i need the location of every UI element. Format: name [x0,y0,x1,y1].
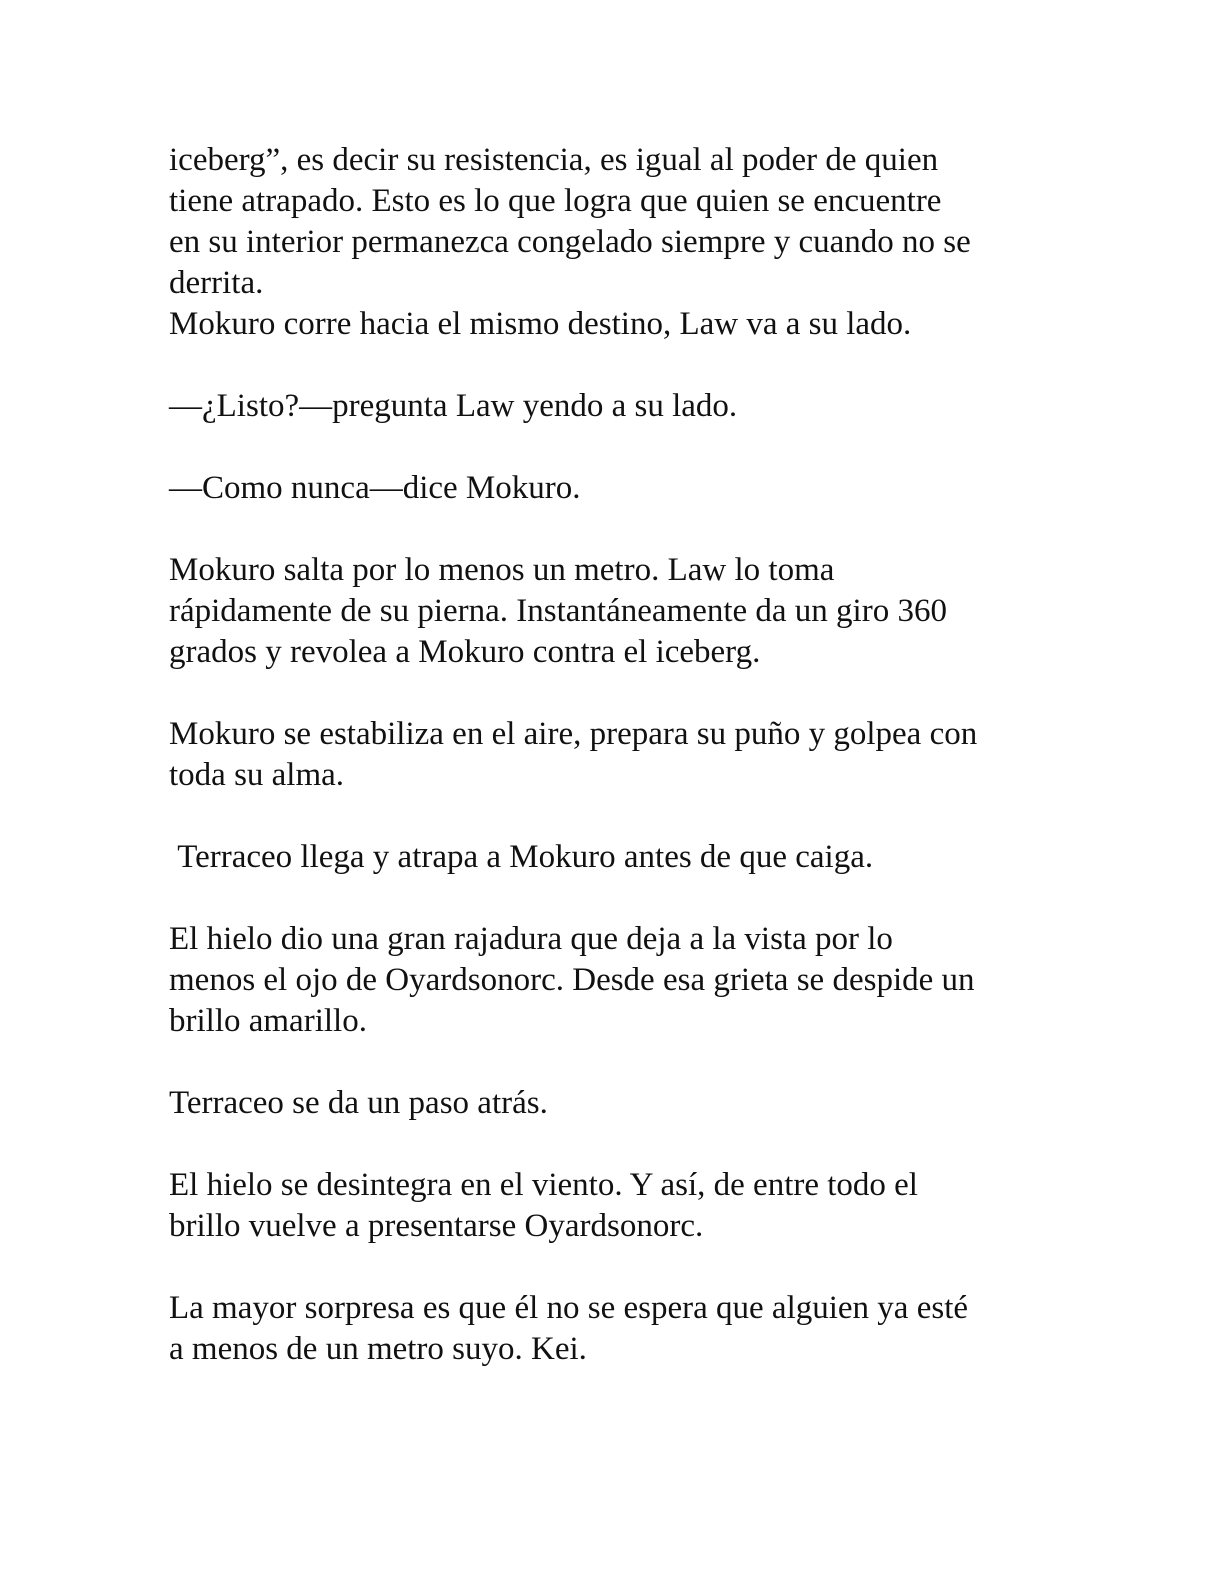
document-body [169,140,1069,1370]
paragraph-terraceo-catches: Terraceo llega y atrapa a Mokuro antes de que caiga. [169,839,874,875]
paragraph-terraceo-steps-back: Terraceo se da un paso atrás. [169,1085,548,1121]
paragraph-ice-cracks: El hielo dio una gran rajadura que deja a la vista por lo menos el ojo de Oyardsonorc. Desde esa grieta se despide un brillo amarillo. [169,921,975,1039]
paragraph-mokuro-jumps: Mokuro salta por lo menos un metro. Law lo toma rápidamente de su pierna. Instantáneamente da un giro 360 grados y revolea a Mokuro contra el iceberg. [169,552,947,670]
paragraph-ice-disintegrates: El hielo se desintegra en el viento. Y así, de entre todo el brillo vuelve a presentarse Oyardsonorc. [169,1167,918,1244]
paragraph-mokuro-runs: Mokuro corre hacia el mismo destino, Law va a su lado. [169,306,912,342]
paragraph-dialogue-como-nunca: —Como nunca—dice Mokuro. [169,470,581,506]
paragraph-mokuro-strikes: Mokuro se estabiliza en el aire, prepara su puño y golpea con toda su alma. [169,716,978,793]
paragraph-surprise-kei: La mayor sorpresa es que él no se espera que alguien ya esté a menos de un metro suyo. Kei. [169,1290,969,1367]
paragraph-iceberg-resistance: iceberg”, es decir su resistencia, es igual al poder de quien tiene atrapado. Esto es lo que logra que quien se encuentre en su interior permanezca congelado siempre y cuando no se derrita. [169,142,971,301]
paragraph-dialogue-listo: —¿Listo?—pregunta Law yendo a su lado. [169,388,738,424]
